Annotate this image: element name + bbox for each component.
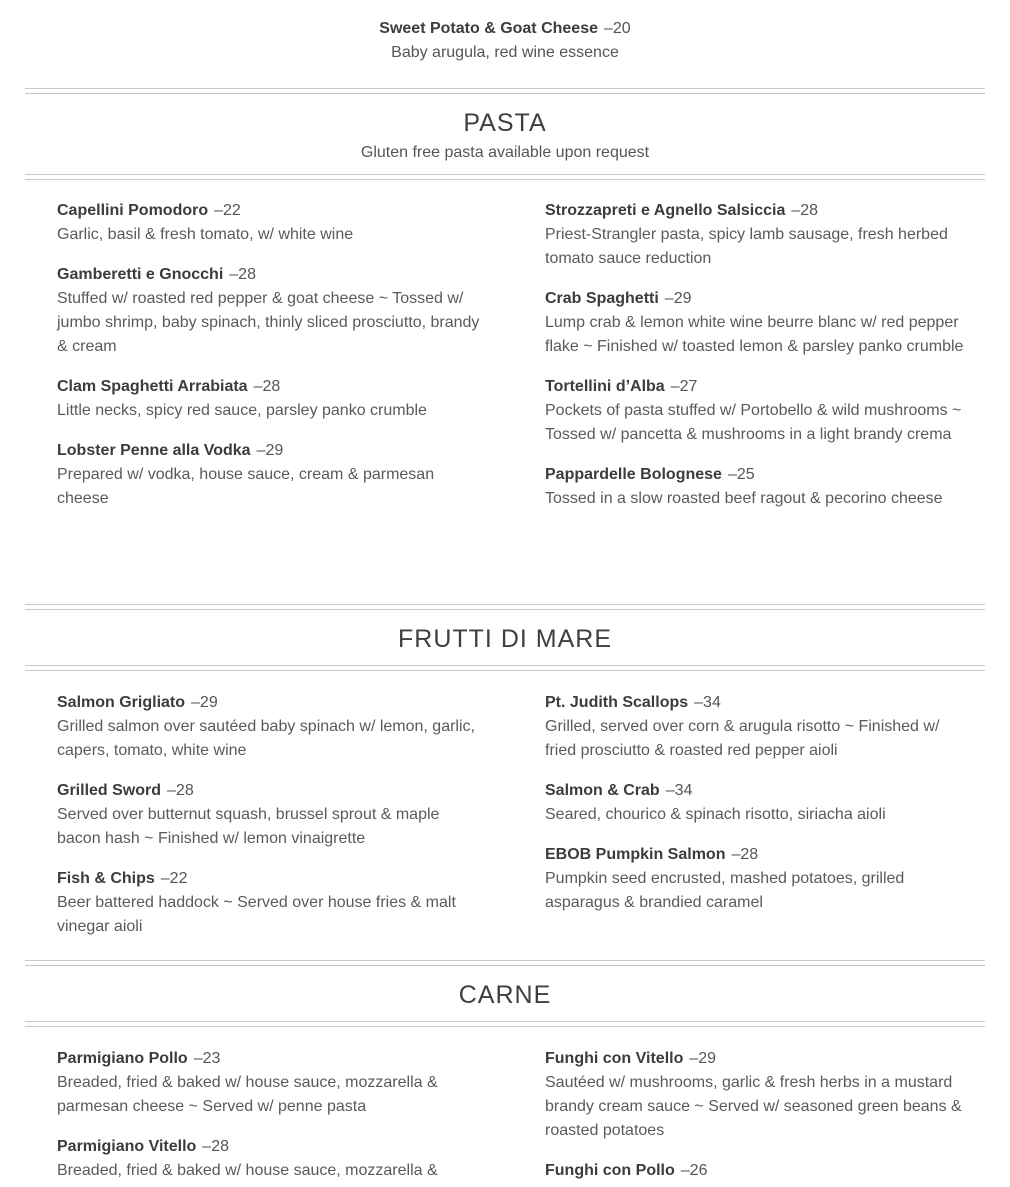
menu-item	[545, 199, 965, 271]
section-title-frutti: FRUTTI DI MARE	[398, 625, 612, 653]
menu-item-name: Gamberetti e Gnocchi	[57, 266, 224, 283]
section-divider	[25, 1021, 985, 1027]
menu-item-desc: Tossed in a slow roasted beef ragout & pecorino cheese	[545, 490, 943, 507]
menu-item-desc: Sautéed w/ mushrooms, garlic & fresh herbs in a mustard brandy cream sauce ~ Served w/ seasoned green beans & roasted potatoes	[545, 1074, 962, 1139]
menu-item-desc: Baby arugula, red wine essence	[391, 44, 619, 61]
menu-item-price: –28	[167, 782, 194, 799]
menu-item-name: Fish & Chips	[57, 870, 155, 887]
menu-item-name: Capellini Pomodoro	[57, 202, 209, 219]
menu-item	[57, 867, 487, 939]
menu-item-price: –29	[664, 290, 692, 307]
frutti-left-column	[57, 691, 487, 955]
menu-item-desc: Pockets of pasta stuffed w/ Portobello & wild mushrooms ~ Tossed w/ pancetta & mushrooms in a light brandy crema	[545, 402, 962, 443]
menu-item-price: –29	[689, 1050, 717, 1067]
section-divider	[25, 665, 985, 671]
menu-item-desc: Served over butternut squash, brussel sprout & maple bacon hash ~ Finished w/ lemon vinaigrette	[57, 806, 440, 847]
menu-item-name: Funghi con Vitello	[545, 1050, 684, 1067]
menu-item-price: –25	[727, 466, 755, 483]
carne-right-column	[545, 1047, 965, 1187]
menu-item-desc: Pumpkin seed encrusted, mashed potatoes, grilled asparagus & brandied caramel	[545, 870, 905, 911]
menu-item-desc: Prepared w/ vodka, house sauce, cream & parmesan cheese	[57, 466, 435, 507]
menu-item-price: –23	[193, 1050, 221, 1067]
section-subtitle-pasta: Gluten free pasta available upon request	[360, 144, 650, 161]
menu-item-name: EBOB Pumpkin Salmon	[545, 846, 726, 863]
menu-item	[57, 691, 487, 763]
menu-item-price: –28	[229, 266, 256, 283]
menu-item-desc: Grilled salmon over sautéed baby spinach w/ lemon, garlic, capers, tomato, white wine	[57, 718, 475, 759]
menu-item-desc: Priest-Strangler pasta, spicy lamb sausage, fresh herbed tomato sauce reduction	[545, 226, 948, 267]
menu-item-desc: Seared, chourico & spinach risotto, siriacha aioli	[545, 806, 886, 823]
menu-item-price: –22	[214, 202, 241, 219]
menu-item-name: Lobster Penne alla Vodka	[57, 442, 251, 459]
menu-item-price: –28	[253, 378, 281, 395]
menu-item	[545, 463, 965, 511]
menu-item-top	[0, 20, 1010, 62]
menu-item	[545, 843, 965, 915]
menu-item	[545, 1047, 965, 1143]
menu-item-desc: Little necks, spicy red sauce, parsley panko crumble	[57, 402, 427, 419]
menu-item-desc: Breaded, fried & baked w/ house sauce, mozzarella &	[57, 1162, 438, 1179]
menu-item-desc: Beer battered haddock ~ Served over house fries & malt vinegar aioli	[57, 894, 456, 935]
section-divider	[25, 604, 985, 610]
menu-item-name: Funghi con Pollo	[545, 1162, 675, 1179]
menu-item-name: Salmon Grigliato	[57, 694, 186, 711]
menu-item-name: Strozzapreti e Agnello Salsiccia	[545, 202, 786, 219]
pasta-left-column	[57, 199, 487, 527]
menu-item-price: –29	[191, 694, 218, 711]
menu-item-price: –27	[670, 378, 698, 395]
carne-left-column	[57, 1047, 487, 1187]
menu-item-name: Sweet Potato & Goat Cheese	[379, 20, 598, 37]
frutti-right-column	[545, 691, 965, 931]
menu-item-name: Pt. Judith Scallops	[545, 694, 689, 711]
menu-item-name: Pappardelle Bolognese	[545, 466, 722, 483]
menu-item-price: –28	[731, 846, 759, 863]
menu-item	[57, 779, 487, 851]
menu-item	[545, 779, 965, 827]
pasta-right-column	[545, 199, 965, 527]
menu-item-price: –20	[604, 20, 631, 37]
menu-item-price: –29	[256, 442, 284, 459]
section-title-carne: CARNE	[458, 981, 552, 1009]
menu-item	[57, 263, 487, 359]
menu-item	[57, 1135, 487, 1183]
menu-item-desc: Grilled, served over corn & arugula risotto ~ Finished w/ fried prosciutto & roasted red pepper aioli	[545, 718, 940, 759]
menu-item-price: –28	[202, 1138, 229, 1155]
menu-item-desc: Garlic, basil & fresh tomato, w/ white wine	[57, 226, 354, 243]
menu-item-head	[0, 20, 1010, 38]
menu-item-name: Tortellini d’Alba	[545, 378, 665, 395]
section-title-pasta: PASTA	[463, 109, 547, 137]
menu-item	[57, 199, 487, 247]
menu-item	[545, 1159, 965, 1183]
menu-item-price: –28	[791, 202, 819, 219]
section-divider	[25, 174, 985, 180]
section-divider	[25, 88, 985, 94]
menu-item-desc: Lump crab & lemon white wine beurre blanc w/ red pepper flake ~ Finished w/ toasted lemon & parsley panko crumble	[545, 314, 964, 355]
menu-item-name: Clam Spaghetti Arrabiata	[57, 378, 248, 395]
section-divider	[25, 960, 985, 966]
menu-item	[545, 287, 965, 359]
menu-item-price: –26	[680, 1162, 708, 1179]
menu-item	[57, 1047, 487, 1119]
menu-item-price: –22	[160, 870, 188, 887]
menu-item-price: –34	[665, 782, 693, 799]
menu-item-name: Salmon & Crab	[545, 782, 660, 799]
menu-item-desc: Stuffed w/ roasted red pepper & goat cheese ~ Tossed w/ jumbo shrimp, baby spinach, thinly sliced prosciutto, brandy & cream	[57, 290, 480, 355]
menu-item	[545, 375, 965, 447]
menu-item-name: Grilled Sword	[57, 782, 162, 799]
menu-item	[57, 439, 487, 511]
menu-item	[545, 691, 965, 763]
menu-item	[57, 375, 487, 423]
menu-item-desc: Breaded, fried & baked w/ house sauce, mozzarella & parmesan cheese ~ Served w/ penne pasta	[57, 1074, 438, 1115]
menu-item-name: Crab Spaghetti	[545, 290, 659, 307]
menu-item-name: Parmigiano Pollo	[57, 1050, 188, 1067]
menu-item-name: Parmigiano Vitello	[57, 1138, 197, 1155]
menu-item-price: –34	[694, 694, 721, 711]
